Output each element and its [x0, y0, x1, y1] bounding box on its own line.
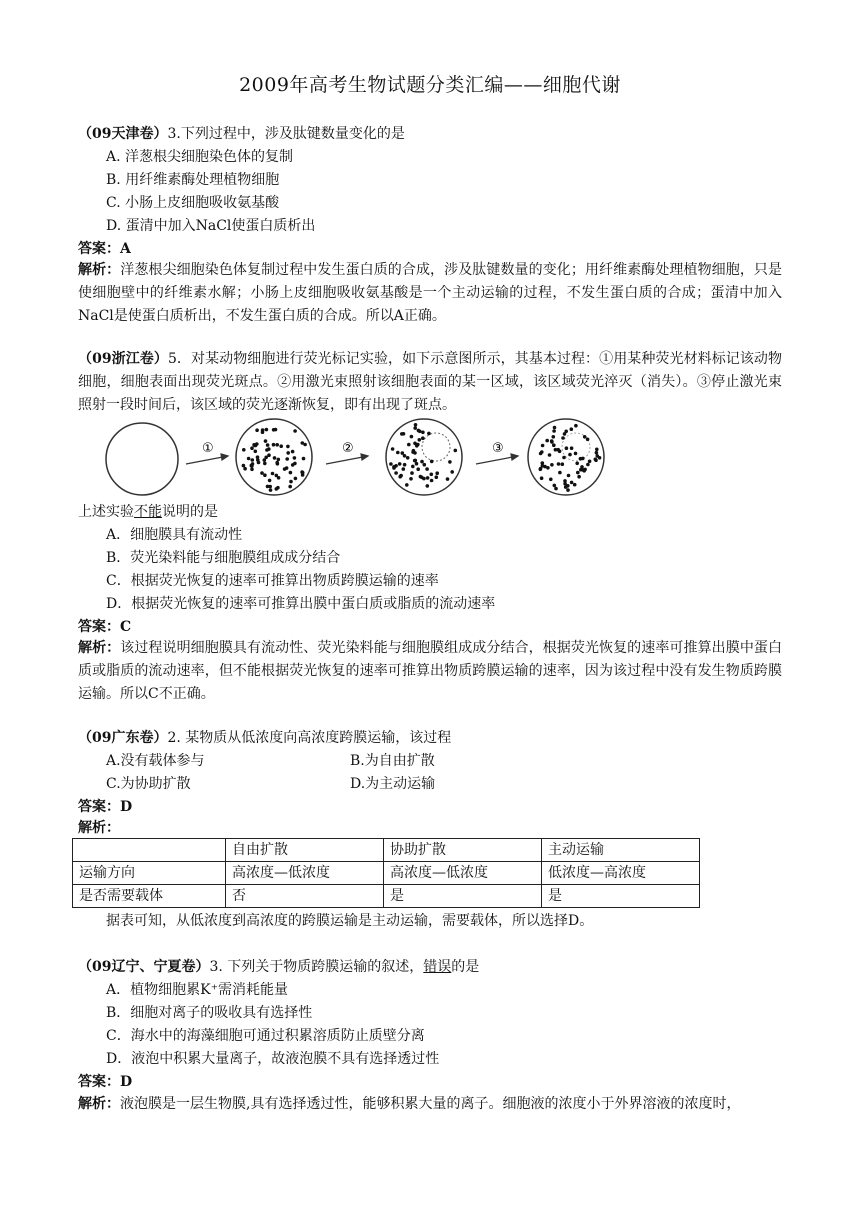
fluorescent-spot: [561, 462, 565, 466]
fluorescent-spot: [454, 449, 458, 453]
table-header-row: [73, 839, 700, 862]
q3-option-c: C.为协助扩散: [106, 776, 191, 792]
fluorescent-spot: [291, 463, 295, 467]
table-cell: 是: [542, 885, 700, 908]
fluorescent-spot: [242, 464, 246, 468]
fluorescent-spot: [573, 483, 577, 487]
fluorescent-spot: [558, 471, 562, 475]
fluorescent-spot: [250, 468, 254, 472]
q2-stem-text: 5．对某动物细胞进行荧光标记实验，如下示意图所示，其基本过程：①用某种荧光材料标记该动物细胞，细胞表面出现荧光斑点。②用激光束照射该细胞表面的某一区域，该区域荧光淬灭（消失）。③停止激光束照射一段时间后，该区域的荧光逐渐恢复，即有出现了斑点。: [78, 351, 783, 413]
q4-answer-value: D: [120, 1074, 133, 1090]
fluorescent-spot: [568, 453, 572, 457]
fluorescent-spot: [549, 478, 553, 482]
fluorescent-spot: [563, 432, 567, 436]
fluorescent-spot: [430, 460, 434, 464]
fluorescent-spot: [265, 428, 269, 432]
fluorescent-spot: [275, 474, 279, 478]
q3-option-b: B.为自由扩散: [350, 753, 435, 769]
bleached-cell: [386, 419, 462, 495]
q1-option-b: B. 用纤维素酶处理植物细胞: [106, 172, 280, 188]
fluorescent-spot: [286, 445, 290, 449]
fluorescent-spot: [540, 450, 544, 454]
fluorescent-spot: [260, 471, 264, 475]
fluorescent-spot: [570, 481, 574, 485]
fluorescent-spot: [250, 446, 254, 450]
fluorescent-spot: [403, 463, 407, 467]
fluorescent-spot: [271, 472, 275, 476]
fluorescent-spot: [275, 461, 279, 465]
fluorescent-spot: [283, 467, 287, 471]
fluorescent-spot: [566, 488, 570, 492]
q3-conclusion: 据表可知，从低浓度到高浓度的跨膜运输是主动运输，需要载体，所以选择D。: [106, 913, 594, 929]
fluorescent-spot: [269, 488, 273, 492]
fluorescent-spot: [435, 475, 439, 479]
fluorescent-spot: [574, 424, 578, 428]
q3-stem-line: [78, 728, 451, 748]
fluorescent-spot: [406, 456, 410, 460]
fluorescent-spot: [272, 428, 276, 432]
fluorescent-spot: [265, 448, 269, 452]
fluorescent-spot: [407, 443, 411, 447]
fluorescent-spot: [286, 451, 290, 455]
fluorescent-spot: [419, 475, 423, 479]
fluorescent-spot: [391, 447, 395, 451]
fluorescent-spot: [570, 446, 574, 450]
fluorescent-spot: [276, 486, 280, 490]
table-cell: 高浓度—低浓度: [384, 862, 542, 885]
q1-answer-value: A: [120, 241, 131, 257]
fluorescent-spot: [418, 438, 422, 442]
fluorescent-spot: [576, 471, 580, 475]
fluorescent-spot: [411, 465, 415, 469]
fluorescent-spot: [554, 487, 558, 491]
q4-analysis-label: 解析：: [78, 1096, 120, 1112]
q1-analysis-label: 解析：: [78, 262, 121, 278]
table-cell: 否: [226, 885, 384, 908]
fluorescent-spot: [285, 457, 289, 461]
fluorescent-spot: [268, 479, 272, 483]
fluorescent-spot: [561, 436, 565, 440]
q1-answer-label: 答案：: [78, 241, 120, 257]
fluorescent-spot: [251, 462, 255, 466]
q4-stem-underline: 错误: [423, 959, 452, 975]
q3-option-d: D.为主动运输: [350, 776, 436, 792]
q2-analysis-label: 解析：: [78, 640, 121, 656]
fluorescent-spot: [422, 477, 426, 481]
fluorescent-spot: [256, 458, 260, 462]
fluorescent-spot: [423, 463, 427, 467]
fluorescent-spot: [266, 443, 270, 447]
table-header-cell: 协助扩散: [384, 839, 542, 862]
q1-option-c: C. 小肠上皮细胞吸收氨基酸: [106, 195, 280, 211]
q1-analysis: [78, 259, 782, 328]
q3-option-a: A.没有载体参与: [106, 753, 205, 769]
q1-answer: [78, 239, 131, 259]
fluorescent-spot: [557, 462, 561, 466]
table-cell: 低浓度—高浓度: [542, 862, 700, 885]
q4-option-c: C．海水中的海藻细胞可通过积累溶质防止质壁分离: [106, 1028, 425, 1044]
q1-option-d: D. 蛋清中加入NaCl使蛋白质析出: [106, 218, 316, 234]
q4-option-a: A．植物细胞累K⁺需消耗能量: [106, 982, 288, 998]
fluorescent-spot: [396, 451, 400, 455]
fluorescent-spot: [242, 448, 246, 452]
fluorescent-spot: [426, 484, 430, 488]
fluorescent-spot: [427, 432, 431, 436]
fluorescent-spot: [558, 450, 562, 454]
q2-option-d: D．根据荧光恢复的速率可推算出膜中蛋白质或脂质的流动速率: [106, 596, 496, 612]
fluorescent-spot: [420, 460, 424, 464]
fluorescent-spot: [243, 467, 247, 471]
fluorescent-spot: [413, 442, 417, 446]
fluorescent-spot: [389, 462, 393, 466]
fluorescent-spot: [279, 444, 283, 448]
fluorescent-spot: [586, 463, 590, 467]
dots-recovered-cell: [539, 424, 602, 492]
fluorescent-spot: [273, 456, 277, 460]
fluorescent-spot: [291, 450, 295, 454]
q1-option-a: A. 洋葱根尖细胞染色体的复制: [106, 149, 294, 165]
fluorescent-spot: [586, 438, 590, 442]
fluorescent-spot: [400, 432, 404, 436]
fluorescent-spot: [450, 470, 454, 474]
q2-option-b: B．荧光染料能与细胞膜组成成分结合: [106, 550, 341, 566]
dots-labeled-cell: [242, 428, 307, 492]
q4-stem-pre: 3. 下列关于物质跨膜运输的叙述，: [209, 959, 424, 975]
fluorescent-spot: [394, 471, 398, 475]
fluorescent-spot: [301, 441, 305, 445]
fluorescent-spot: [410, 471, 414, 475]
fluorescent-spot: [263, 473, 267, 477]
fluorescent-spot: [264, 456, 268, 460]
step-1-label: ①: [202, 441, 214, 456]
document-title: 2009年高考生物试题分类汇编——细胞代谢: [239, 74, 621, 96]
fluorescent-spot: [567, 474, 571, 478]
fluorescent-spot: [541, 444, 545, 448]
fluorescent-spot: [583, 435, 587, 439]
fluorescent-spot: [247, 457, 251, 461]
q4-source: （09辽宁、宁夏卷）: [78, 959, 210, 975]
fluorescent-spot: [398, 475, 402, 479]
fluorescent-spot: [392, 465, 396, 469]
fluorescent-spot: [426, 476, 430, 480]
fluorescent-spot: [413, 426, 417, 430]
q2-lead-post: 说明的是: [162, 504, 218, 520]
fluorescent-spot: [410, 435, 414, 439]
table-cell: 是: [384, 885, 542, 908]
q2-answer: [78, 617, 131, 637]
fluorescent-spot: [595, 451, 599, 455]
fluorescent-spot: [575, 462, 579, 466]
q3-answer-label: 答案：: [78, 799, 120, 815]
fluorescent-spot: [430, 473, 434, 477]
q2-lead: [78, 502, 218, 522]
q4-analysis: [78, 1094, 740, 1114]
q2-answer-label: 答案：: [78, 619, 120, 635]
fluorescent-spot: [588, 460, 592, 464]
fluorescence-experiment-figure: [104, 414, 612, 504]
bleached-region: [422, 433, 450, 461]
fluorescent-spot: [540, 476, 544, 480]
fluorescent-spot: [402, 467, 406, 471]
fluorescent-spot: [421, 436, 425, 440]
fluorescent-spot: [554, 448, 558, 452]
q4-option-d: D．液泡中积累大量离子，故液泡膜不具有选择透过性: [106, 1051, 440, 1067]
fluorescent-spot: [583, 468, 587, 472]
fluorescent-spot: [275, 443, 279, 447]
q4-stem-post: 的是: [451, 959, 480, 975]
fluorescent-spot: [409, 477, 413, 481]
fluorescent-spot: [545, 439, 549, 443]
q2-option-c: C．根据荧光恢复的速率可推算出物质跨膜运输的速率: [106, 573, 439, 589]
fluorescent-spot: [553, 426, 557, 430]
fluorescent-spot: [398, 462, 402, 466]
q2-analysis-text: 该过程说明细胞膜具有流动性、荧光染料能与细胞膜组成成分结合，根据荧光恢复的速率可推算出膜中蛋白质或脂质的流动速率，但不能根据荧光恢复的速率可推算出物质跨膜运输的速率，因为该过程中没有发生物质跨膜运输。所以C不正确。: [78, 640, 783, 702]
table-header-cell: 主动运输: [542, 839, 700, 862]
fluorescent-spot: [598, 456, 602, 460]
q2-source: （09浙江卷）: [78, 351, 168, 367]
fluorescent-spot: [254, 450, 258, 454]
fluorescent-spot: [411, 450, 415, 454]
fluorescent-spot: [414, 423, 418, 427]
table-cell: 高浓度—低浓度: [226, 862, 384, 885]
table-header-cell: 自由扩散: [226, 839, 384, 862]
fluorescent-spot: [595, 448, 599, 452]
fluorescent-spot: [264, 439, 268, 443]
q4-analysis-text: 液泡膜是一层生物膜,具有选择透过性，能够积累大量的离子。细胞液的浓度小于外界溶液的浓度时，: [120, 1096, 741, 1112]
fluorescent-spot: [550, 463, 554, 467]
step-2-label: ②: [342, 441, 354, 456]
fluorescent-spot: [288, 485, 292, 489]
fluorescent-spot: [418, 430, 422, 434]
table-cell: 运输方向: [73, 862, 226, 885]
fluorescent-spot: [553, 484, 557, 488]
fluorescent-spot: [293, 429, 297, 433]
q1-analysis-text: 洋葱根尖细胞染色体复制过程中发生蛋白质的合成，涉及肽键数量的变化；用纤维素酶处理植物细胞，只是使细胞壁中的纤维素水解；小肠上皮细胞吸收氨基酸是一个主动运输的过程，不发生蛋白质的合成；蛋清中加入NaCl是使蛋白质析出，不发生蛋白质的合成。所以A正确。: [78, 262, 783, 324]
q3-answer: [78, 797, 132, 817]
q2-option-a: A．细胞膜具有流动性: [106, 527, 243, 543]
fluorescent-spot: [570, 427, 574, 431]
fluorescent-spot: [548, 453, 552, 457]
fluorescent-spot: [289, 480, 293, 484]
q4-option-b: B．细胞对离子的吸收具有选择性: [106, 1005, 313, 1021]
fluorescent-spot: [277, 458, 281, 462]
q4-answer-label: 答案：: [78, 1074, 120, 1090]
fluorescent-spot: [421, 431, 425, 435]
transport-comparison-table: [72, 838, 700, 908]
fluorescent-spot: [552, 443, 556, 447]
fluorescent-spot: [566, 484, 570, 488]
q1-source: （09天津卷）: [78, 126, 168, 142]
fluorescent-spot: [251, 458, 255, 462]
fluorescent-spot: [255, 428, 259, 432]
table-row: [73, 862, 700, 885]
fluorescent-spot: [430, 479, 434, 483]
fluorescent-spot: [579, 457, 583, 461]
q1-stem-line: [78, 124, 405, 144]
unlabeled-cell: [106, 423, 178, 495]
q2-answer-value: C: [120, 619, 132, 635]
table-row: [73, 885, 700, 908]
fluorescent-spot: [446, 477, 450, 481]
fluorescent-spot: [289, 471, 293, 475]
fluorescent-spot: [294, 477, 298, 481]
q4-stem-line: [78, 957, 479, 977]
step-3-label: ③: [492, 441, 504, 456]
fluorescent-spot: [293, 456, 297, 460]
fluorescent-spot: [263, 462, 267, 466]
fluorescent-spot: [541, 464, 545, 468]
fluorescent-spot: [448, 460, 452, 464]
fluorescent-spot: [539, 468, 543, 472]
fluorescent-spot: [425, 467, 429, 471]
fluorescent-spot: [268, 485, 272, 489]
fluorescent-spot: [413, 459, 417, 463]
fluorescent-spot: [261, 428, 265, 432]
fluorescent-spot: [565, 446, 569, 450]
fluorescent-spot: [252, 443, 256, 447]
fluorescent-spot: [552, 435, 556, 439]
fluorescent-spot: [405, 483, 409, 487]
q3-answer-value: D: [120, 799, 133, 815]
q2-analysis: [78, 637, 782, 706]
fluorescent-spot: [415, 462, 419, 466]
fluorescent-spot: [546, 466, 550, 470]
fluorescent-spot: [594, 458, 598, 462]
q3-stem: 2. 某物质从低浓度向高浓度跨膜运输，该过程: [167, 730, 452, 746]
fluorescent-spot: [552, 429, 556, 433]
fluorescent-spot: [416, 467, 420, 471]
fluorescent-spot: [574, 452, 578, 456]
table-cell: 是否需要载体: [73, 885, 226, 908]
fluorescent-spot: [550, 439, 554, 443]
fluorescent-spot: [403, 454, 407, 458]
fluorescent-spot: [577, 475, 581, 479]
q3-source: （09广东卷）: [78, 730, 168, 746]
q3-analysis-heading: [78, 818, 120, 838]
fluorescent-spot: [435, 471, 439, 475]
q2-lead-underline: 不能: [134, 504, 162, 520]
fluorescent-spot: [302, 457, 306, 461]
q4-answer: [78, 1072, 132, 1092]
fluorescent-spot: [301, 473, 305, 477]
q2-lead-pre: 上述实验: [78, 504, 134, 520]
q3-analysis-label: 解析：: [78, 820, 120, 836]
fluorescent-spot: [562, 456, 566, 460]
fluorescent-spot: [272, 443, 276, 447]
table-header-cell: [73, 839, 226, 862]
q2-stem: [78, 348, 782, 417]
q1-stem: 3.下列过程中，涉及肽键数量变化的是: [167, 126, 405, 142]
